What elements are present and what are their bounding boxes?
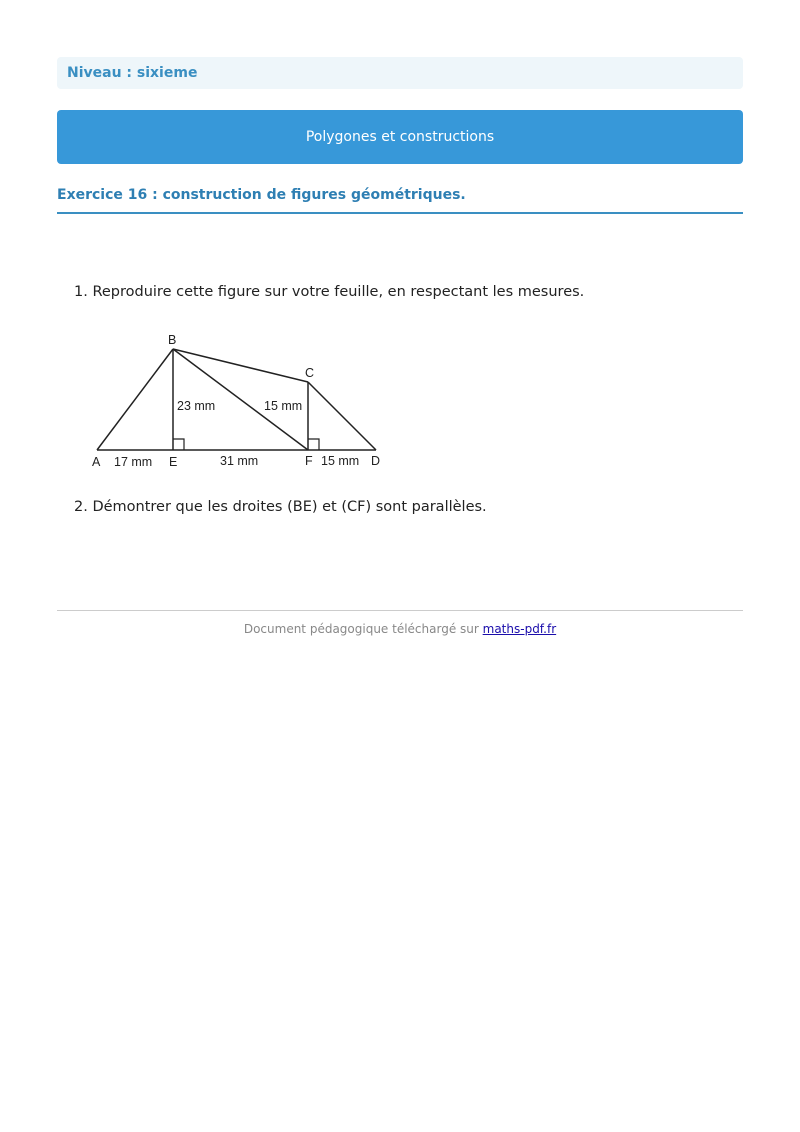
point-label-B: B bbox=[168, 333, 177, 347]
question-2: 2. Démontrer que les droites (BE) et (CF) sont parallèles. bbox=[74, 499, 487, 515]
segment-AB bbox=[97, 349, 173, 450]
segment-CD bbox=[308, 382, 376, 450]
question-1: 1. Reproduire cette figure sur votre feuille, en respectant les mesures. bbox=[74, 284, 585, 300]
footer-text: Document pédagogique téléchargé sur bbox=[243, 622, 483, 636]
footer-link[interactable]: maths-pdf.fr bbox=[482, 622, 557, 636]
topic-banner bbox=[57, 110, 743, 164]
measure-BE: 23 mm bbox=[177, 399, 216, 413]
footer-divider bbox=[57, 610, 743, 611]
exercise-title: Exercice 16 : construction de figures géométriques. bbox=[57, 185, 743, 214]
measure-AE: 17 mm bbox=[114, 455, 153, 469]
measure-EF: 31 mm bbox=[220, 454, 259, 468]
measure-FD: 15 mm bbox=[321, 454, 360, 468]
point-label-D: D bbox=[371, 454, 381, 468]
right-angle-F bbox=[308, 439, 319, 450]
point-label-E: E bbox=[169, 455, 178, 469]
right-angle-E bbox=[173, 439, 184, 450]
point-label-A: A bbox=[92, 455, 101, 469]
topic-title: Polygones et constructions bbox=[305, 129, 495, 145]
measure-diagonal: 15 mm bbox=[264, 399, 303, 413]
footer bbox=[57, 622, 743, 636]
level-label: Niveau : sixieme bbox=[67, 65, 198, 81]
point-label-F: F bbox=[305, 454, 313, 468]
geometry-figure-svg bbox=[86, 316, 396, 476]
level-box bbox=[57, 57, 743, 89]
point-label-C: C bbox=[305, 366, 315, 380]
segment-BC bbox=[173, 349, 308, 382]
geometry-figure bbox=[86, 316, 396, 476]
